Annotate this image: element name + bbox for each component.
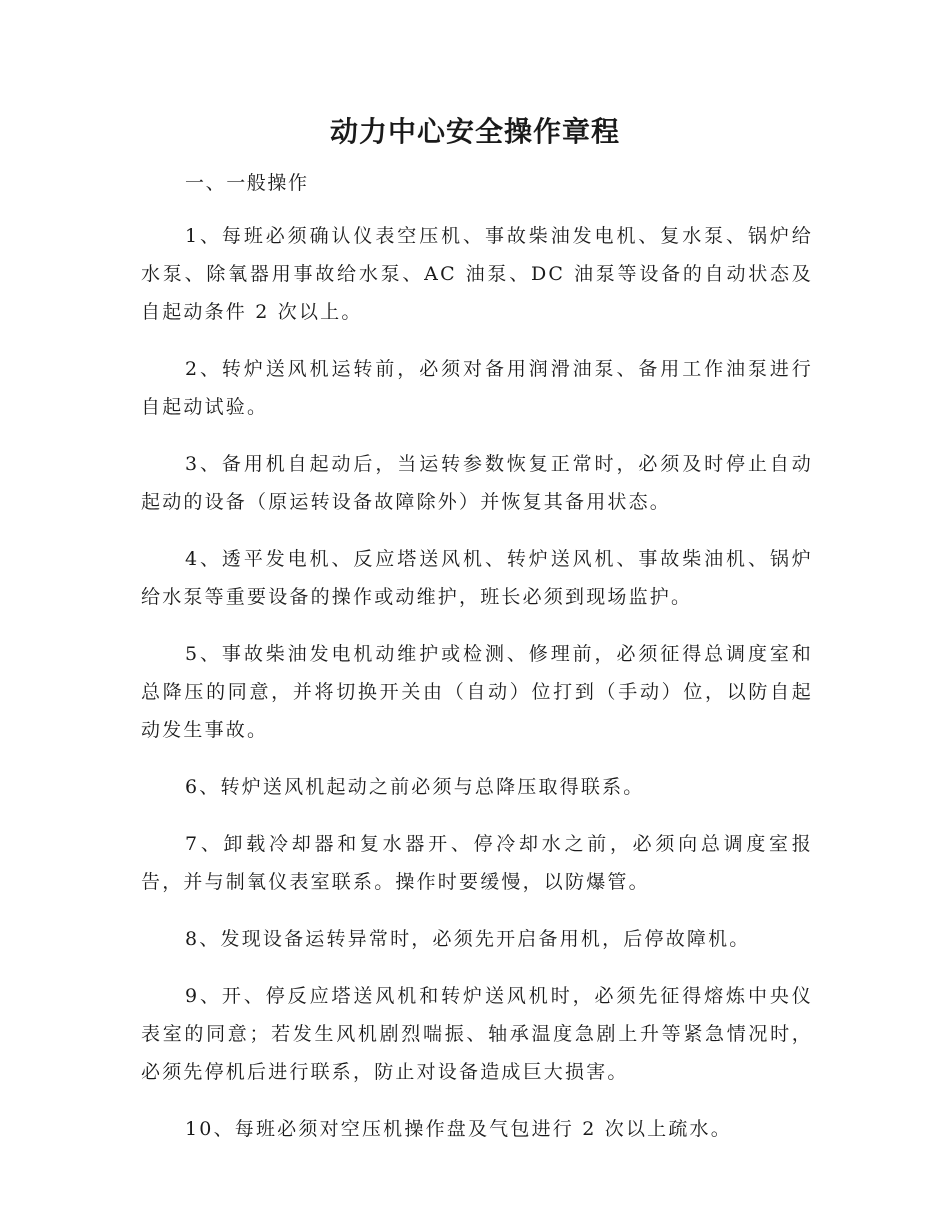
paragraph-10: 10、每班必须对空压机操作盘及气包进行 2 次以上疏水。: [185, 1118, 732, 1140]
paragraph-8: 8、发现设备运转异常时，必须先开启备用机，后停故障机。: [185, 928, 751, 950]
paragraph-3: 3、备用机自起动后，当运转参数恢复正常时，必须及时停止自动起动的设备（原运转设备故障除外）并恢复其备用状态。: [141, 453, 813, 513]
document-body: [141, 168, 813, 1167]
paragraph-6: 6、转炉送风机起动之前必须与总降压取得联系。: [185, 776, 645, 798]
paragraph-4: 4、透平发电机、反应塔送风机、转炉送风机、事故柴油机、锅炉给水泵等重要设备的操作或动维护，班长必须到现场监护。: [141, 548, 813, 608]
paragraph-9: 9、开、停反应塔送风机和转炉送风机时，必须先征得熔炼中央仪表室的同意；若发生风机剧烈喘振、轴承温度急剧上升等紧急情况时，必须先停机后进行联系，防止对设备造成巨大损害。: [141, 985, 813, 1083]
paragraph-5: 5、事故柴油发电机动维护或检测、修理前，必须征得总调度室和总降压的同意，并将切换开关由（自动）位打到（手动）位，以防自起动发生事故。: [141, 643, 813, 741]
paragraph-2: 2、转炉送风机运转前，必须对备用润滑油泵、备用工作油泵进行自起动试验。: [141, 358, 813, 418]
section-heading: 一、一般操作: [185, 172, 309, 194]
paragraph-1: 1、每班必须确认仪表空压机、事故柴油发电机、复水泵、锅炉给水泵、除氧器用事故给水泵、AC 油泵、DC 油泵等设备的自动状态及自起动条件 2 次以上。: [141, 225, 813, 323]
paragraph-7: 7、卸载冷却器和复水器开、停冷却水之前，必须向总调度室报告，并与制氧仪表室联系。操作时要缓慢，以防爆管。: [141, 833, 813, 893]
document-title: 动力中心安全操作章程: [329, 115, 620, 148]
